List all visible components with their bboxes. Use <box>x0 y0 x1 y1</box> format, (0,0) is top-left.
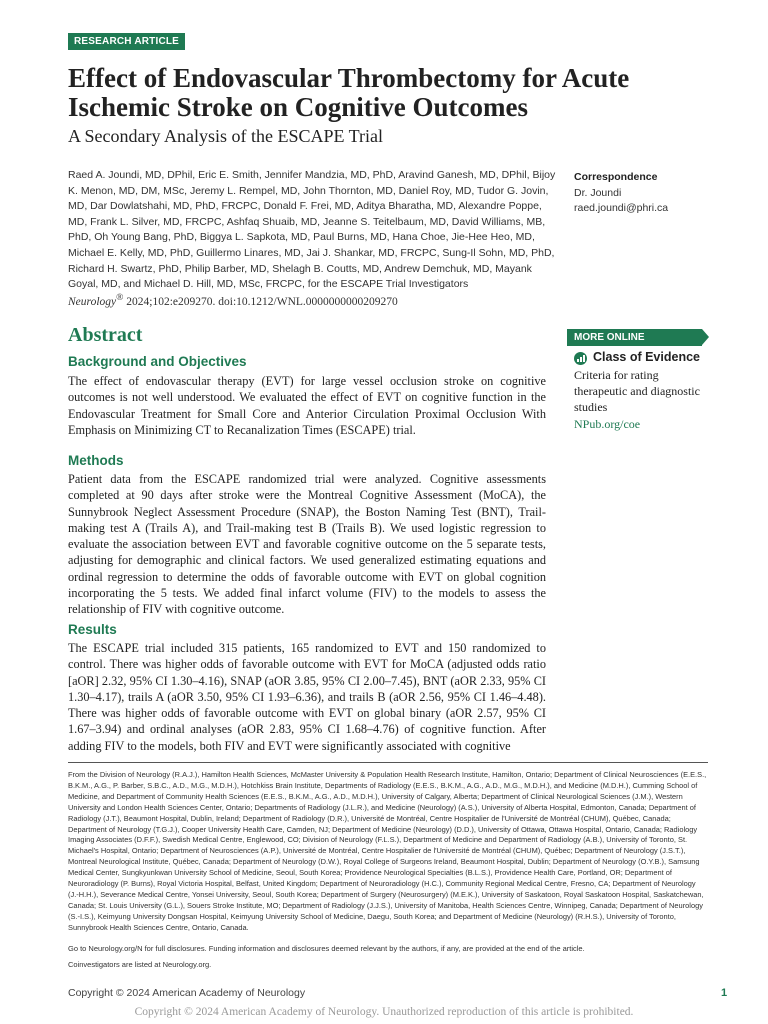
journal-name: Neurology <box>68 295 117 308</box>
citation-details: 2024;102:e209270. doi:10.1212/WNL.0000000000209270 <box>123 295 398 308</box>
correspondence-name: Dr. Joundi <box>574 186 622 199</box>
reproduction-footer: Copyright © 2024 American Academy of Neurology. Unauthorized reproduction of this article is prohibited. <box>134 1006 634 1018</box>
article-subtitle: A Secondary Analysis of the ESCAPE Trial <box>68 126 384 146</box>
class-of-evidence-description: Criteria for rating therapeutic and diagnostic studies <box>574 368 700 414</box>
article-title: Effect of Endovascular Thrombectomy for Acute Ischemic Stroke on Cognitive Outcomes <box>68 63 630 122</box>
author-list: Raed A. Joundi, MD, DPhil, Eric E. Smith, Jennifer Mandzia, MD, PhD, Aravind Ganesh, MD, DPhil, Bijoy K. Menon, MD, DM, MSc, Jeremy L. Rempel, MD, John Thornton, MD, Daniel Roy, MD, Tudor G. Jovin, MD, Dar Dowlatshahi, MD, PhD, FRCPC, Donald F. Frei, MD, Aditya Bharatha, MD, Alexandre Poppe, MD, Frank L. Silver, MD, FRCPC, Ashfaq Shuaib, MD, Jeanne S. Teitelbaum, MD, David Williams, MB, PhD, Oh Young Bang, PhD, Biggya L. Sapkota, MD, Paul Burns, MD, Hana Choe, Jie-Hee Heo, MD, Michael E. Kelly, MD, PhD, Guillermo Linares, MD, Jai J. Shankar, MD, FRCPC, Sung-Il Sohn, MD, PhD, Richard H. Swartz, PhD, Philip Barber, MD, Shelagh B. Coutts, MD, Andrew Demchuk, MD, Mayank Goyal, MD, and Michael D. Hill, MD, MSc, FRCPC, for the ESCAPE Trial Investigators <box>68 169 556 291</box>
section-text-results: The ESCAPE trial included 315 patients, 165 randomized to EVT and 150 randomized to control. There was higher odds of favorable outcome with EVT for MoCA (adjusted odds ratio [aOR] 2.32, 95% CI 1.30–4.16), SNAP (aOR 3.85, 95% CI 2.00–7.45), BNT (aOR 2.33, 95% CI 1.30–4.17), trails A (aOR 3.50, 95% CI 1.93–6.36), and trails B (aOR 2.56, 95% CI 1.46–4.48). There was higher odds of favorable outcome with EVT on global binary (aOR 2.57, 95% CI 1.67–3.94) and ordinal analyses (aOR 2.83, 95% CI 1.68–4.76) of cognitive function. After adding FIV to the models, both FIV and EVT were significantly associated with cognitive <box>68 641 546 753</box>
copyright: Copyright © 2024 American Academy of Neurology <box>68 987 306 999</box>
disclosure-note: Go to Neurology.org/N for full disclosures. Funding information and disclosures deemed relevant by the authors, if any, are provided at the end of the article. <box>68 944 585 953</box>
affiliations: From the Division of Neurology (R.A.J.), Hamilton Health Sciences, McMaster University & Population Health Research Institute, Hamilton, Ontario; Department of Clinical Neurosciences (E.E.S., B.K.M., A.G., P. Barber, S.B.C., A.D., M.G., M.D.H.), Hotchkiss Brain Institute, Departments of Radiology (E.E.S., B.K.M., A.G., A.D., M.G., M.D.H.), and Medicine (M.D.H.), Cumming School of Medicine, and Department of Community Health Sciences (E.E.S., B.K.M., A.G., A.D., M.D.H.), University of Calgary, Alberta; Department of Clinical Neurological Sciences (J.M.), Western University and London Health Sciences Center, Ontario; Departments of Radiology (J.L.R.), and Medicine (Neurology) (A.S.), University of Alberta Hospital, Edmonton, Canada; Department of Radiology (J.T.), Beaumont Hospital, Dublin, Ireland; Department of Radiology (D.R.), Université de Montréal, Centre Hospitalier de l'Université de Montréal (CHUM), Québec, Canada; Department of Neurology (T.G.J.), Cooper University Health Care, Camden, NJ; Department of Medicine (Neurology) (D.D.), University of Ottawa, Ottawa Hospital, Ontario, Canada; Radiology Imaging Associates (D.F.F.), Swedish Medical Centre, Englewood, CO; Division of Neurology (F.L.S.), Department of Medicine and Department of Radiology (A.B.), University of Toronto, St. Michael's Hospital, Ontario; Department of Neurosciences (A.P.), Université de Montréal, Centre Hospitalier de l'Université de Montréal (CHUM), Québec; Department of Neurology (J.S.T.), Montreal Neurological Institute, Québec, Canada; Department of Neurology (D.W.), Royal College of Surgeons Ireland, Beaumont Hospital, Dublin; Department of Neurology (O.Y.B.), Samsung Medical Center, Sungkyunkwan University School of Medicine, Seoul, South Korea; Providence Neurological Specialties (B.L.S.), Providence Health Care, Portland, OR; Department of Neuroradiology (P. Burns), Royal Victoria Hospital, Belfast, United Kingdom; Department of Neuroradiology (H.C.), Community Regional Medical Centre, Fresno, CA; Department of Neurology (J.-H.H.), Severance Medical Centre, Yonsei University, Seoul, South Korea; Department of Surgery (Neurosurgery) (M.E.K.), University of Saskatoon, Royal Saskatoon Hospital, Saskatchewan, Canada; St. Louis University (G.L.), Souers Stroke Institute, MO; Department of Radiology (J.J.S.), University of Manitoba, Health Sciences Centre, Winnipeg, Canada; Department of Neurology (S.-I.S.), Keimyung University Dongsan Hospital, Keimyung University School of Medicine, Daegu, South Korea; and Department of Medicine (Neurology) (R.H.S.), University of Toronto, Sunnybrook Health Sciences Centre, Ontario, Canada. <box>68 770 707 932</box>
section-heading-background: Background and Objectives <box>68 354 247 369</box>
section-text-methods: Patient data from the ESCAPE randomized trial were analyzed. Cognitive assessments completed at 90 days after stroke were the Montreal Cognitive Assessment (MoCA), the Sunnybrook Neglect Assessment Procedure (SNAP), the Boston Naming Test (BNT), Trail-making test A (Trails A), and Trail-making test B (Trails B). We used logistic regression to evaluate the association between EVT and favorable cognitive outcome on the 5 separate tests, adjusting for demographic and clinical factors. We used generalized estimating equations and ordinal regression to determine the odds of favorable outcome with EVT on global cognition incorporating the 5 tests. We added final infarct volume (FIV) to the models to assess the relationship of FIV with cognitive outcome. <box>68 472 546 617</box>
article-type-badge: RESEARCH ARTICLE <box>68 33 185 50</box>
section-heading-methods: Methods <box>68 453 124 468</box>
citation <box>68 292 398 308</box>
section-heading-results: Results <box>68 622 117 637</box>
correspondence-heading: Correspondence <box>574 171 658 183</box>
page-number: 1 <box>721 987 728 999</box>
divider <box>68 762 708 763</box>
correspondence-email[interactable]: raed.joundi@phri.ca <box>574 202 669 214</box>
coinvestigators-note: Coinvestigators are listed at Neurology.org. <box>68 960 212 969</box>
class-of-evidence-link[interactable]: NPub.org/coe <box>574 417 641 431</box>
abstract-heading: Abstract <box>68 324 143 346</box>
bar-chart-icon <box>574 352 587 365</box>
correspondence-block <box>574 170 668 217</box>
section-text-background: The effect of endovascular therapy (EVT) for large vessel occlusion stroke on cognitive outcomes is not well understood. We evaluated the effect of EVT on cognitive function in the Endovascular Treatment for Small Core and Anterior Circulation Proximal Occlusion With Emphasis on Minimizing CT to Recanalization Times (ESCAPE) trial. <box>68 374 546 437</box>
registered-mark: ® <box>116 292 124 303</box>
more-online-banner: MORE ONLINE <box>567 329 702 346</box>
banner-arrow-icon <box>702 329 709 345</box>
class-of-evidence-title: Class of Evidence <box>593 350 700 364</box>
